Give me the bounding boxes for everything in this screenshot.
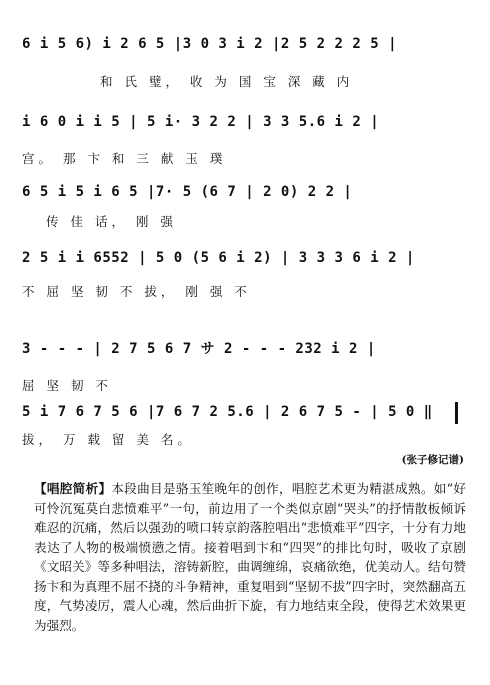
analysis-body: 本段曲目是骆玉笙晚年的创作，唱腔艺术更为精湛成熟。如“好可怜沉冤莫白悲愤难平”一句，前边用了一个类似京剧“哭头”的抒情散板倾诉难忍的沉痛，然后以强劲的喷口转京韵落腔唱出“悲愤难平”四字，十分有力地表达了人物的极端愤懑之情。接着唱到卞和“四哭”的排比句时，吸收了京剧《文昭关》等多种唱法，溶铸新腔，曲调缠绵，哀痛欲绝，优美动人。结句赞扬卞和为真理不屈不挠的斗争精神，重复唱到“坚韧不拔”四字时，突然翻高五度，气势凌厉，震人心魂，然后曲折下旋，有力地结束全段，使得艺术效果更为强烈。	[34, 481, 466, 633]
notation-line: 6 5 i 5 i 6 5 |7· 5 (6 7 | 2 0) 2 2 |	[22, 184, 353, 200]
transcriber-credit: (张子修记谱)	[401, 454, 464, 466]
lyric-line: 不 屈 坚 韧 不 拔， 刚 强 不	[22, 284, 251, 299]
notation-line: 6 i 5 6) i 2 6 5 |3 0 3 i 2 |2 5 2 2 2 5 |	[22, 36, 398, 52]
lyric-line: 宫。 那 卞 和 三 献 玉 璞	[22, 151, 227, 166]
notation-line: 2 5 i i 6552 | 5 0 (5 6 i 2) | 3 3 3 6 i 2 |	[22, 250, 415, 266]
lyric-line: 和 氏 璧， 收 为 国 宝 深 藏 内	[100, 74, 354, 89]
lyric-line: 拔， 万 载 留 美 名。	[22, 432, 194, 447]
final-barline	[455, 402, 458, 424]
vocal-analysis-text	[34, 479, 466, 635]
lyric-line: 屈 坚 韧 不	[22, 378, 112, 393]
notation-line: 5 i 7 6 7 5 6 |7 6 7 2 5.6 | 2 6 7 5 - | 5 0 ‖	[22, 404, 433, 420]
notation-line: 3 - - - | 2 7 5 6 7 サ 2 - - - 232 i 2 |	[22, 341, 376, 357]
notation-line: i 6 0 i i 5 | 5 i· 3 2 2 | 3 3 5.6 i 2 |	[22, 114, 380, 130]
score-row-4	[22, 236, 472, 306]
score-row-5	[22, 310, 472, 393]
score-row-1	[22, 22, 472, 92]
analysis-heading: 【唱腔简析】	[34, 481, 112, 496]
score-row-3	[22, 172, 472, 242]
lyric-line: 传 佳 话， 刚 强	[46, 214, 177, 229]
score-row-2	[22, 96, 472, 166]
